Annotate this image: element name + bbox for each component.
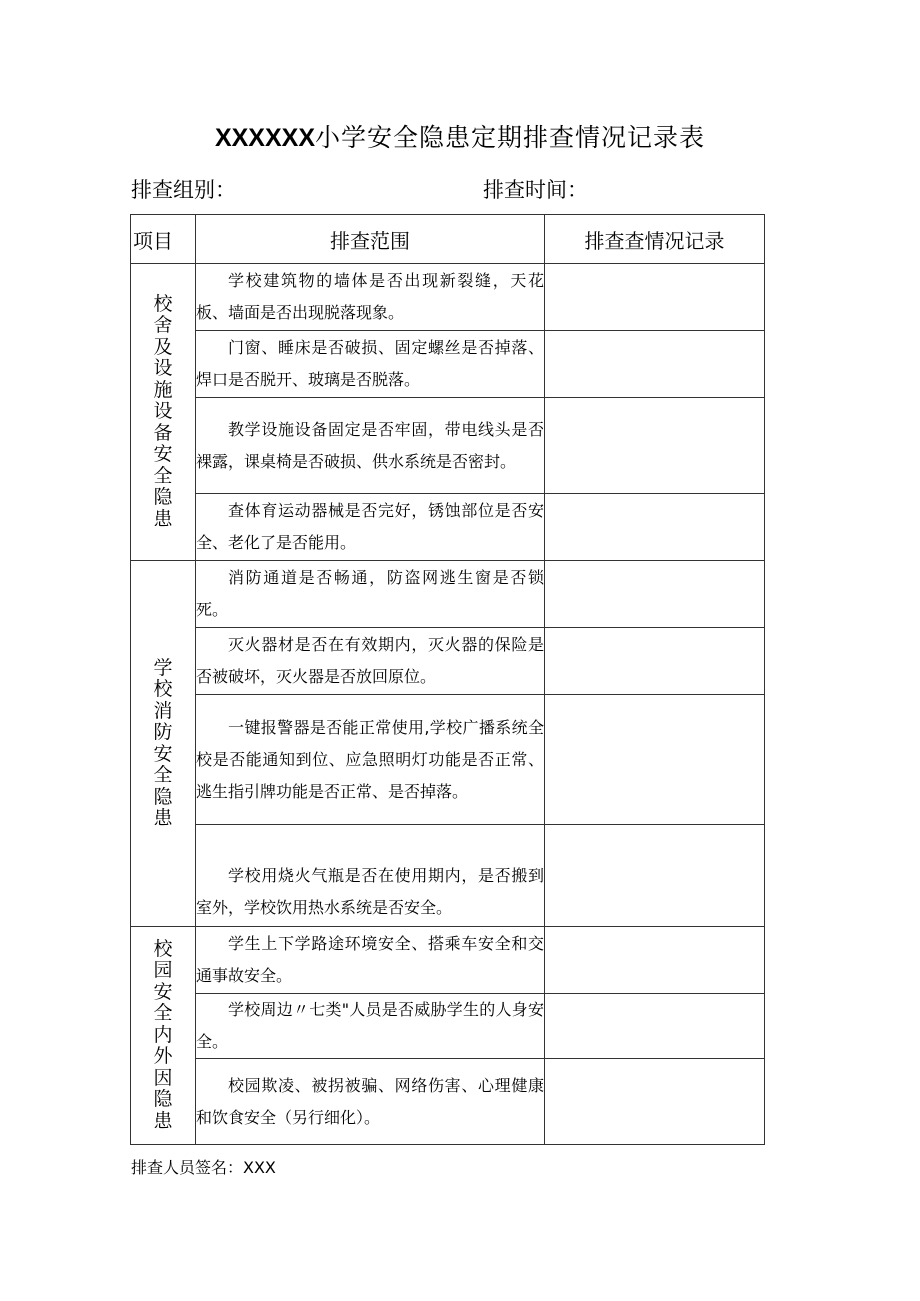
record-cell[interactable] (545, 695, 765, 825)
table-row (131, 994, 765, 1059)
record-cell[interactable] (545, 494, 765, 561)
category-cell (131, 561, 196, 927)
table-row (131, 398, 765, 494)
check-item: 校园欺凌、被拐被骗、网络伤害、心理健康和饮食安全（另行细化）。 (196, 1059, 545, 1145)
category-cell (131, 927, 196, 1145)
table-row (131, 331, 765, 398)
category-label: 校舍及设施设备安全隐患 (153, 292, 173, 530)
check-item: 灭火器材是否在有效期内，灭火器的保险是否被破坏，灭火器是否放回原位。 (196, 628, 545, 695)
header-record: 排查查情况记录 (545, 215, 765, 264)
check-item: 学生上下学路途环境安全、搭乘车安全和交通事故安全。 (196, 927, 545, 994)
table-row (131, 628, 765, 695)
inspection-group-label: 排查组别： (131, 178, 236, 202)
table-row (131, 927, 765, 994)
table-row (131, 561, 765, 628)
record-cell[interactable] (545, 561, 765, 628)
table-row (131, 1059, 765, 1145)
record-cell[interactable] (545, 398, 765, 494)
check-item: 消防通道是否畅通，防盗网逃生窗是否锁死。 (196, 561, 545, 628)
inspection-time-label: 排查时间： (483, 178, 588, 202)
table-row (131, 825, 765, 927)
check-item: 学校建筑物的墙体是否出现新裂缝，天花板、墙面是否出现脱落现象。 (196, 264, 545, 331)
check-item: 门窗、睡床是否破损、固定螺丝是否掉落、焊口是否脱开、玻璃是否脱落。 (196, 331, 545, 398)
check-item: 一键报警器是否能正常使用,学校广播系统全校是否能通知到位、应急照明灯功能是否正常、逃生指引牌功能是否正常、是否掉落。 (196, 695, 545, 825)
record-cell[interactable] (545, 628, 765, 695)
table-row (131, 695, 765, 825)
record-cell[interactable] (545, 1059, 765, 1145)
category-cell (131, 264, 196, 561)
table-header-row (131, 215, 765, 264)
record-cell[interactable] (545, 264, 765, 331)
inspection-record-table (130, 214, 765, 1145)
title-text: 小学安全隐患定期排查情况记录表 (315, 123, 706, 152)
category-label: 校园安全内外因隐患 (153, 937, 173, 1132)
table-row (131, 494, 765, 561)
school-name-placeholder: XXXXXX (214, 124, 316, 152)
signature-line: 排查人员签名：XXX (131, 1158, 276, 1177)
category-label: 学校消防安全隐患 (153, 656, 173, 829)
table-row (131, 264, 765, 331)
check-item: 学校周边〃七类"人员是否威胁学生的人身安全。 (196, 994, 545, 1059)
record-cell[interactable] (545, 994, 765, 1059)
page-title (0, 118, 920, 154)
check-item: 学校用烧火气瓶是否在使用期内，是否搬到室外，学校饮用热水系统是否安全。 (196, 825, 545, 927)
header-scope: 排查范围 (196, 215, 545, 264)
record-cell[interactable] (545, 927, 765, 994)
record-cell[interactable] (545, 825, 765, 927)
header-item: 项目 (131, 215, 196, 264)
record-cell[interactable] (545, 331, 765, 398)
check-item: 查体育运动器械是否完好，锈蚀部位是否安全、老化了是否能用。 (196, 494, 545, 561)
check-item: 教学设施设备固定是否牢固，带电线头是否裸露，课桌椅是否破损、供水系统是否密封。 (196, 398, 545, 494)
